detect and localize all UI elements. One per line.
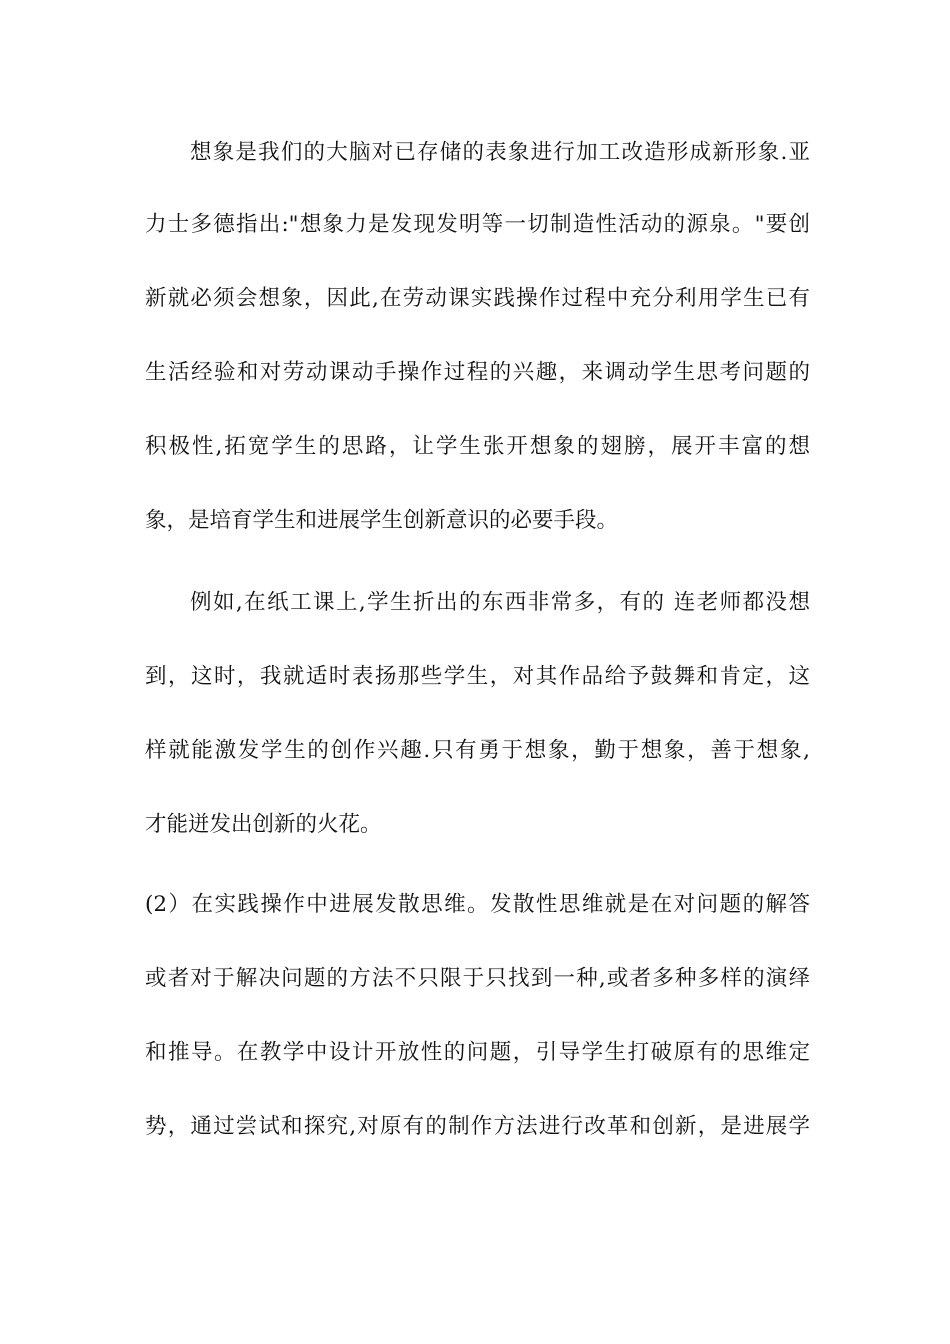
text-line: 样就能激发学生的创作兴趣.只有勇于想象，勤于想象，善于想象, bbox=[145, 738, 810, 763]
text-line: 象，是培育学生和进展学生创新意识的必要手段。 bbox=[145, 508, 619, 533]
text-line: 或者对于解决问题的方法不只限于只找到一种,或者多种多样的演绎 bbox=[145, 966, 810, 991]
text-line: (2）在实践操作中进展发散思维。发散性思维就是在对问题的解答 bbox=[145, 892, 810, 917]
text-line: 力士多德指出:"想象力是发现发明等一切制造性活动的源泉。"要创 bbox=[145, 212, 810, 237]
text-line: 积极性,拓宽学生的思路，让学生张开想象的翅膀，展开丰富的想 bbox=[145, 434, 810, 459]
text-line: 势，通过尝试和探究,对原有的制作方法进行改革和创新，是进展学 bbox=[145, 1114, 810, 1139]
text-line: 才能迸发出创新的火花。 bbox=[145, 812, 382, 837]
text-line: 新就必须会想象，因此,在劳动课实践操作过程中充分利用学生已有 bbox=[145, 286, 810, 311]
text-line: 生活经验和对劳动课动手操作过程的兴趣，来调动学生思考问题的 bbox=[145, 360, 810, 385]
text-line: 想象是我们的大脑对已存储的表象进行加工改造形成新形象.亚 bbox=[190, 140, 810, 165]
text-line: 到，这时，我就适时表扬那些学生，对其作品给予鼓舞和肯定，这 bbox=[145, 664, 810, 689]
text-line: 例如,在纸工课上,学生折出的东西非常多，有的 连老师都没想 bbox=[190, 590, 810, 615]
text-line: 和推导。在教学中设计开放性的问题，引导学生打破原有的思维定 bbox=[145, 1040, 810, 1065]
